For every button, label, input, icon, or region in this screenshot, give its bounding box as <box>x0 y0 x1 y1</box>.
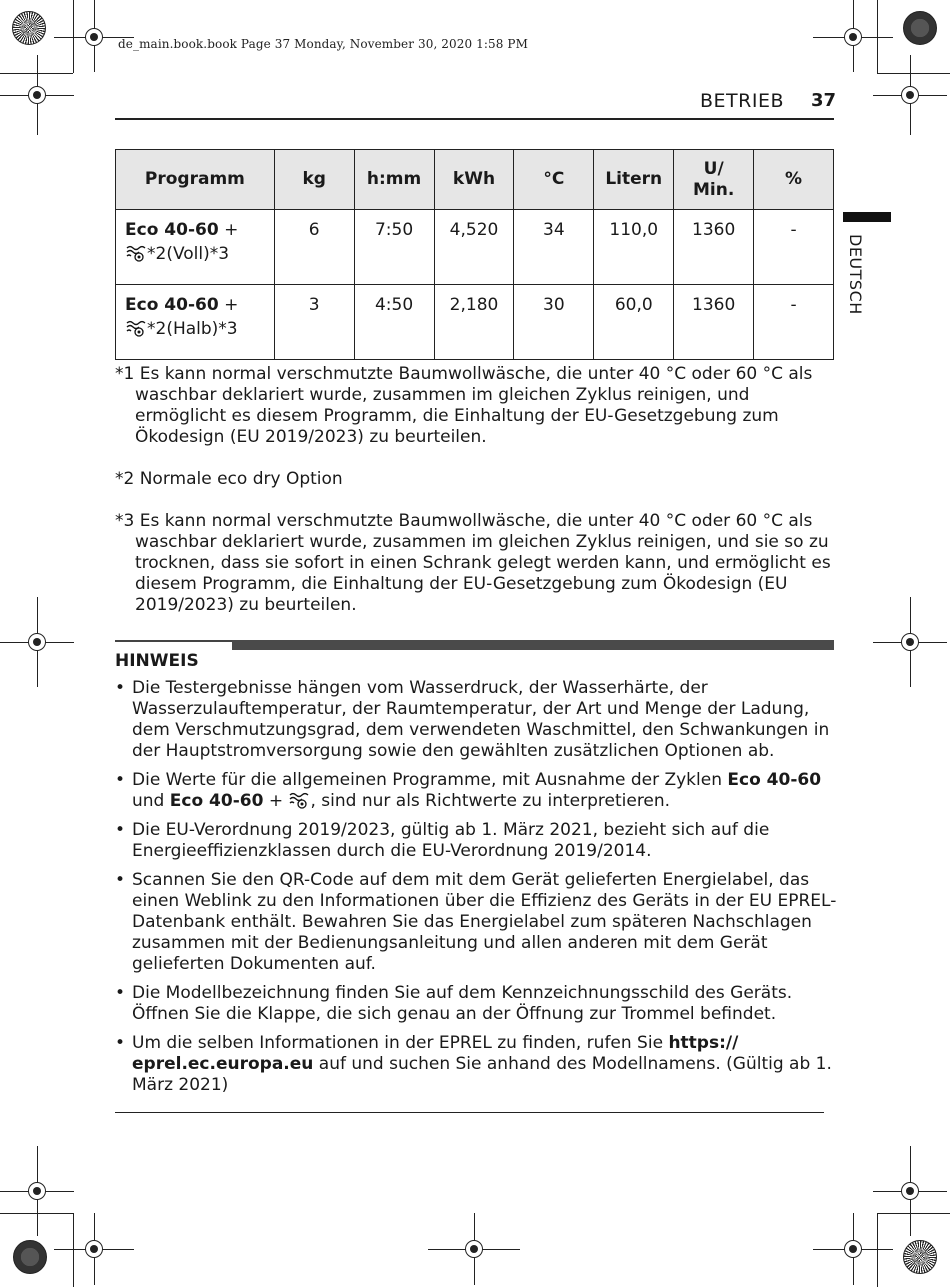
note-divider-bar <box>232 640 834 650</box>
table-cell: - <box>754 285 834 360</box>
program-name: Eco 40-60 <box>125 295 219 315</box>
table-cell: 110,0 <box>594 210 674 285</box>
header-divider <box>115 118 834 120</box>
list-item: • Die EU-Verordnung 2019/2023, gültig ab 1. März 2021, bezieht sich auf die Energieeffizienzklassen durch die EU-Verordnung 2019/2014. <box>115 820 840 862</box>
table-header-row <box>116 150 834 210</box>
column-header: kg <box>274 150 354 210</box>
table-row <box>116 210 834 285</box>
starburst-target-icon <box>903 11 937 45</box>
trim-line <box>877 73 950 74</box>
eco-dry-icon <box>125 244 147 262</box>
section-title: BETRIEB <box>700 90 784 112</box>
table-cell: 7:50 <box>354 210 434 285</box>
column-header: Programm <box>116 150 275 210</box>
trim-line <box>73 1213 74 1287</box>
table-cell: 30 <box>514 285 594 360</box>
program-cell <box>116 210 275 285</box>
column-header: h:mm <box>354 150 434 210</box>
footnote-2: *2 Normale eco dry Option <box>115 469 343 489</box>
column-header: °C <box>514 150 594 210</box>
column-header: Litern <box>594 150 674 210</box>
table-cell: 1360 <box>674 210 754 285</box>
list-item: • Scannen Sie den QR-Code auf dem mit dem Gerät gelieferten Energielabel, das einen Weblink zu den Informationen über die Effizienz des Geräts in der EU EPREL-Datenbank enthält. Bewahren Sie das Energielabel zum späteren Nachschlagen zusammen mit der Bedienungsanleitung und allen anderen mit dem Gerät gelieferten Dokumenten auf. <box>115 870 840 975</box>
table-cell: 1360 <box>674 285 754 360</box>
program-plus: + <box>218 295 239 315</box>
program-name: Eco 40-60 <box>125 220 219 240</box>
program-cell <box>116 285 275 360</box>
table-cell: 34 <box>514 210 594 285</box>
program-option: *2(Halb)*3 <box>147 319 238 339</box>
table-cell: 4:50 <box>354 285 434 360</box>
table-cell: 3 <box>274 285 354 360</box>
table-cell: 6 <box>274 210 354 285</box>
starburst-target-icon <box>12 11 46 45</box>
eprel-link[interactable]: https:// eprel.ec.europa.eu <box>132 1033 739 1074</box>
table-cell: - <box>754 210 834 285</box>
trim-line <box>877 1213 950 1214</box>
table-cell: 2,180 <box>434 285 514 360</box>
trim-line <box>877 1213 878 1287</box>
starburst-target-icon <box>13 1240 47 1274</box>
note-list <box>115 678 840 1104</box>
table-cell: 4,520 <box>434 210 514 285</box>
list-item: • Die Werte für die allgemeinen Programme, mit Ausnahme der Zyklen Eco 40-60 und Eco 40-60 + , sind nur als Richtwerte zu interpretieren. <box>115 770 840 812</box>
note-title: HINWEIS <box>115 651 199 671</box>
list-item: • Um die selben Informationen in der EPREL zu finden, rufen Sie https:// eprel.ec.europa.eu auf und suchen Sie anhand des Modellnamens. (Gültig ab 1. März 2021) <box>115 1033 840 1096</box>
footnote-3: *3 Es kann normal verschmutzte Baumwollwäsche, die unter 40 °C oder 60 °C als waschbar deklariert wurde, zusammen im gleichen Zyklus reinigen, und sie so zu trocknen, dass sie sofort in einen Schrank gelegt werden kann, und ermöglicht es diesem Programm, die Einhaltung der EU-Gesetzgebung zum Ökodesign (EU 2019/2023) zu beurteilen. <box>115 511 831 615</box>
list-item: • Die Testergebnisse hängen vom Wasserdruck, der Wasserhärte, der Wasserzulauftemperatur, der Raumtemperatur, der Art und Menge der Ladung, dem Verschmutzungsgrad, dem verwendeten Waschmittel, den Schwankungen in der Hauptstromversorgung sowie den gewählten zusätzlichen Optionen ab. <box>115 678 840 762</box>
program-data-table <box>115 149 834 360</box>
column-header: % <box>754 150 834 210</box>
bottom-divider <box>115 1112 824 1113</box>
language-tab-label: DEUTSCH <box>846 234 865 315</box>
column-header: kWh <box>434 150 514 210</box>
starburst-target-icon <box>903 1240 937 1274</box>
column-header: U/ Min. <box>674 150 754 210</box>
eco-dry-icon <box>288 791 310 809</box>
print-slug: de_main.book.book Page 37 Monday, November 30, 2020 1:58 PM <box>118 37 528 51</box>
page-number: 37 <box>811 90 837 111</box>
eco-dry-icon <box>125 319 147 337</box>
table-row <box>116 285 834 360</box>
program-plus: + <box>218 220 239 240</box>
note-divider-thin <box>115 640 232 642</box>
footnote-1: *1 Es kann normal verschmutzte Baumwollwäsche, die unter 40 °C oder 60 °C als waschbar deklariert wurde, zusammen im gleichen Zyklus reinigen, und ermöglicht es diesem Programm, die Einhaltung der EU-Gesetzgebung zum Ökodesign (EU 2019/2023) zu beurteilen. <box>115 364 813 447</box>
table-cell: 60,0 <box>594 285 674 360</box>
program-option: *2(Voll)*3 <box>147 244 230 264</box>
language-tab-bar <box>843 212 891 222</box>
list-item: • Die Modellbezeichnung finden Sie auf dem Kennzeichnungsschild des Geräts. Öffnen Sie die Klappe, die sich genau an der Öffnung zur Trommel befindet. <box>115 983 840 1025</box>
